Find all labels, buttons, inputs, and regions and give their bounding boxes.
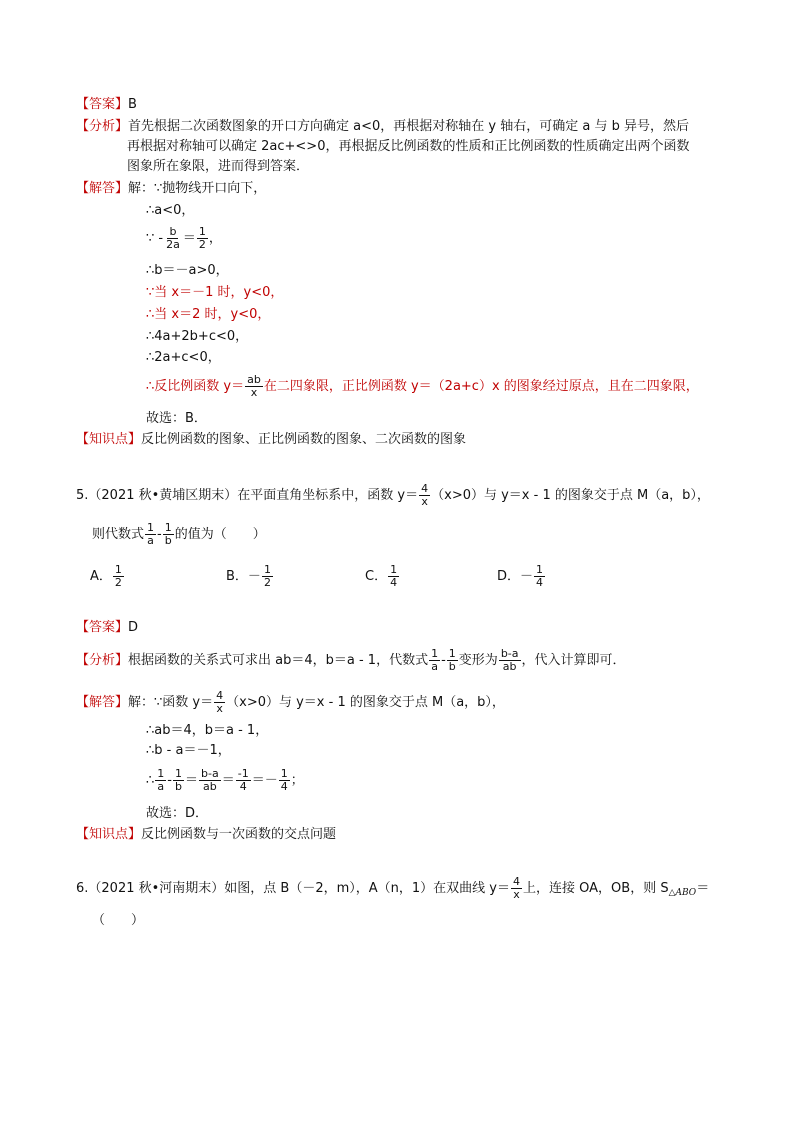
knowledge-text: 反比例函数与一次函数的交点问题	[141, 827, 337, 842]
fraction-denominator: 2	[114, 576, 122, 589]
fraction	[214, 690, 225, 715]
sol-suffix: ，	[208, 231, 222, 246]
fraction	[173, 768, 184, 793]
fraction-numerator: 1	[198, 225, 206, 238]
fraction	[499, 648, 521, 673]
fraction-numerator: b-a	[201, 767, 219, 780]
q4-solution-line6: ∴当 x＝2 时，y<0，	[146, 307, 271, 322]
fraction	[163, 522, 174, 547]
fraction-numerator: 1	[280, 767, 288, 780]
q4-solution-line10: 故选：B．	[146, 411, 207, 426]
stem-suffix: （x>0）与 y＝x - 1 的图象交于点 M（a，b），	[431, 488, 710, 503]
fraction	[511, 876, 522, 901]
fraction-numerator: 1	[448, 647, 456, 660]
fraction	[236, 768, 251, 793]
q4-solution-line1	[76, 181, 266, 197]
fraction-denominator: 4	[239, 780, 247, 793]
option-d	[497, 564, 546, 589]
fraction-denominator: 2	[263, 576, 271, 589]
fraction-denominator: a	[147, 534, 154, 547]
q4-analysis-line2: 再根据对称轴可以确定 2ac+<>0，再根据反比例函数的性质和正比例函数的性质确定出两个函数	[127, 139, 690, 154]
q4-solution-line2: ∴a<0，	[146, 203, 195, 218]
q4-solution-line4: ∴b＝－a>0，	[146, 263, 229, 278]
minus-sign: -	[157, 527, 162, 542]
answer-tag: 【答案】	[76, 97, 129, 112]
q5-solution-line1	[76, 690, 505, 715]
solution-tag: 【解答】	[76, 181, 129, 196]
fraction-denominator: b	[164, 534, 172, 547]
option-label: A．	[90, 569, 112, 584]
fraction-denominator: x	[421, 495, 428, 508]
option-label: B．	[226, 569, 248, 584]
option-b	[226, 564, 274, 589]
fraction-numerator: 1	[114, 563, 122, 576]
fraction-denominator: x	[216, 702, 223, 715]
sol-prefix: 解：∵函数 y＝	[128, 695, 214, 710]
option-sign: －	[520, 569, 534, 584]
fraction-numerator: ab	[247, 373, 261, 386]
fraction	[113, 564, 124, 589]
fraction	[534, 564, 545, 589]
q5-solution-line3: ∴b - a＝－1，	[146, 743, 231, 758]
fraction	[447, 648, 458, 673]
analysis-tag: 【分析】	[76, 653, 129, 668]
knowledge-tag: 【知识点】	[76, 432, 142, 447]
q4-solution-line5: ∵当 x＝－1 时，y<0，	[146, 285, 284, 300]
analysis-tag: 【分析】	[76, 119, 129, 134]
q4-solution-line7: ∴4a+2b+c<0，	[146, 329, 249, 344]
fraction-numerator: 1	[431, 647, 439, 660]
fraction-denominator: x	[250, 386, 258, 399]
answer-value: D	[128, 620, 139, 635]
stem-suffix: 的值为（ ）	[174, 527, 266, 542]
fraction-denominator: 2a	[166, 238, 180, 251]
fraction-denominator: 4	[390, 576, 398, 589]
fraction-numerator: 4	[513, 875, 521, 888]
q5-stem-line1	[76, 483, 710, 508]
stem-prefix: 5.（2021 秋•黄埔区期末）在平面直角坐标系中，函数 y＝	[76, 488, 419, 503]
fraction	[197, 226, 208, 251]
fraction-denominator: ab	[502, 660, 517, 673]
q4-solution-line9	[146, 374, 699, 399]
sol-suffix: ；	[290, 773, 304, 788]
fraction-denominator: ab	[202, 780, 217, 793]
q6-stem-line2: （ ）	[92, 913, 145, 928]
sol-suffix: （x>0）与 y＝x - 1 的图象交于点 M（a，b），	[226, 695, 505, 710]
fraction-denominator: b	[448, 660, 456, 673]
equals: ＝	[696, 881, 710, 896]
option-c	[365, 564, 400, 589]
fraction-numerator: 1	[174, 767, 182, 780]
fraction-numerator: 4	[216, 689, 224, 702]
fraction-numerator: b-a	[500, 647, 519, 660]
analysis-prefix: 根据函数的关系式可求出 ab＝4，b＝a - 1，代数式	[128, 653, 429, 668]
q5-solution-line2: ∴ab＝4，b＝a - 1，	[146, 723, 269, 738]
fraction	[419, 483, 430, 508]
fraction-numerator: b	[169, 225, 177, 238]
q5-solution-line5: 故选：D．	[146, 806, 209, 821]
q4-solution-line8: ∴2a+c<0，	[146, 350, 221, 365]
q4-solution-line3	[146, 226, 222, 251]
fraction	[199, 768, 221, 793]
fraction	[262, 564, 273, 589]
solution-text: 解：∵抛物线开口向下，	[128, 181, 267, 196]
area-subscript: △ABO	[668, 888, 697, 898]
q5-analysis-line	[76, 648, 626, 673]
fraction-denominator: a	[431, 660, 438, 673]
sol-prefix: ∴	[146, 773, 155, 788]
fraction-numerator: 1	[157, 767, 165, 780]
q5-stem-line2	[92, 522, 266, 547]
knowledge-tag: 【知识点】	[76, 827, 142, 842]
knowledge-text: 反比例函数的图象、正比例函数的图象、二次函数的图象	[141, 432, 467, 447]
analysis-mid: 变形为	[458, 653, 498, 668]
fraction-numerator: 4	[421, 482, 429, 495]
q4-analysis-line1	[76, 119, 689, 135]
fraction-denominator: x	[513, 888, 520, 901]
stem-prefix: 6.（2021 秋•河南期末）如图，点 B（－2，m），A（n，1）在双曲线 y＝	[76, 881, 511, 896]
fraction-numerator: 1	[536, 563, 544, 576]
minus-sign: -	[167, 773, 172, 788]
fraction	[279, 768, 290, 793]
fraction	[388, 564, 399, 589]
analysis-suffix: ，代入计算即可．	[521, 653, 626, 668]
analysis-text: 首先根据二次函数图象的开口方向确定 a<0，再根据对称轴在 y 轴右，可确定 a 与 b 异号，然后	[128, 119, 689, 134]
minus-sign: -	[441, 653, 446, 668]
sol-prefix: ∴反比例函数 y＝	[146, 379, 245, 394]
fraction	[429, 648, 440, 673]
equals: ＝－	[251, 773, 278, 788]
fraction-numerator: -1	[237, 767, 249, 780]
fraction-numerator: 1	[147, 521, 155, 534]
q5-solution-line4	[146, 768, 304, 793]
fraction-numerator: 1	[390, 563, 398, 576]
fraction-denominator: b	[174, 780, 182, 793]
fraction-denominator: 4	[280, 780, 288, 793]
sol-suffix: 在二四象限，正比例函数 y＝（2a+c）x 的图象经过原点，且在二四象限，	[263, 379, 699, 394]
option-label: C．	[365, 569, 388, 584]
equals: ＝	[221, 773, 235, 788]
q4-knowledge-line	[76, 432, 466, 448]
equals: ＝	[184, 773, 198, 788]
stem-prefix: 则代数式	[92, 527, 145, 542]
answer-value: B	[128, 97, 137, 112]
stem-suffix: 上，连接 OA，OB，则 S	[523, 881, 669, 896]
q6-stem-line1	[76, 876, 709, 901]
q5-answer-line	[76, 620, 138, 636]
sol-prefix: ∵ -	[146, 231, 164, 246]
fraction-numerator: 1	[164, 521, 172, 534]
fraction-numerator: 1	[263, 563, 271, 576]
q5-knowledge-line	[76, 827, 336, 843]
q4-answer-line	[76, 97, 137, 113]
option-sign: －	[247, 569, 261, 584]
fraction	[145, 522, 156, 547]
fraction-denominator: 2	[198, 238, 206, 251]
fraction-denominator: a	[157, 780, 165, 793]
fraction	[155, 768, 166, 793]
q4-analysis-line3: 图象所在象限，进而得到答案．	[127, 159, 310, 174]
fraction-denominator: 4	[536, 576, 544, 589]
solution-tag: 【解答】	[76, 695, 129, 710]
fraction	[245, 374, 263, 399]
fraction	[164, 226, 182, 251]
equals: ＝	[182, 231, 196, 246]
answer-tag: 【答案】	[76, 620, 129, 635]
option-a	[90, 564, 125, 589]
option-label: D．	[497, 569, 521, 584]
